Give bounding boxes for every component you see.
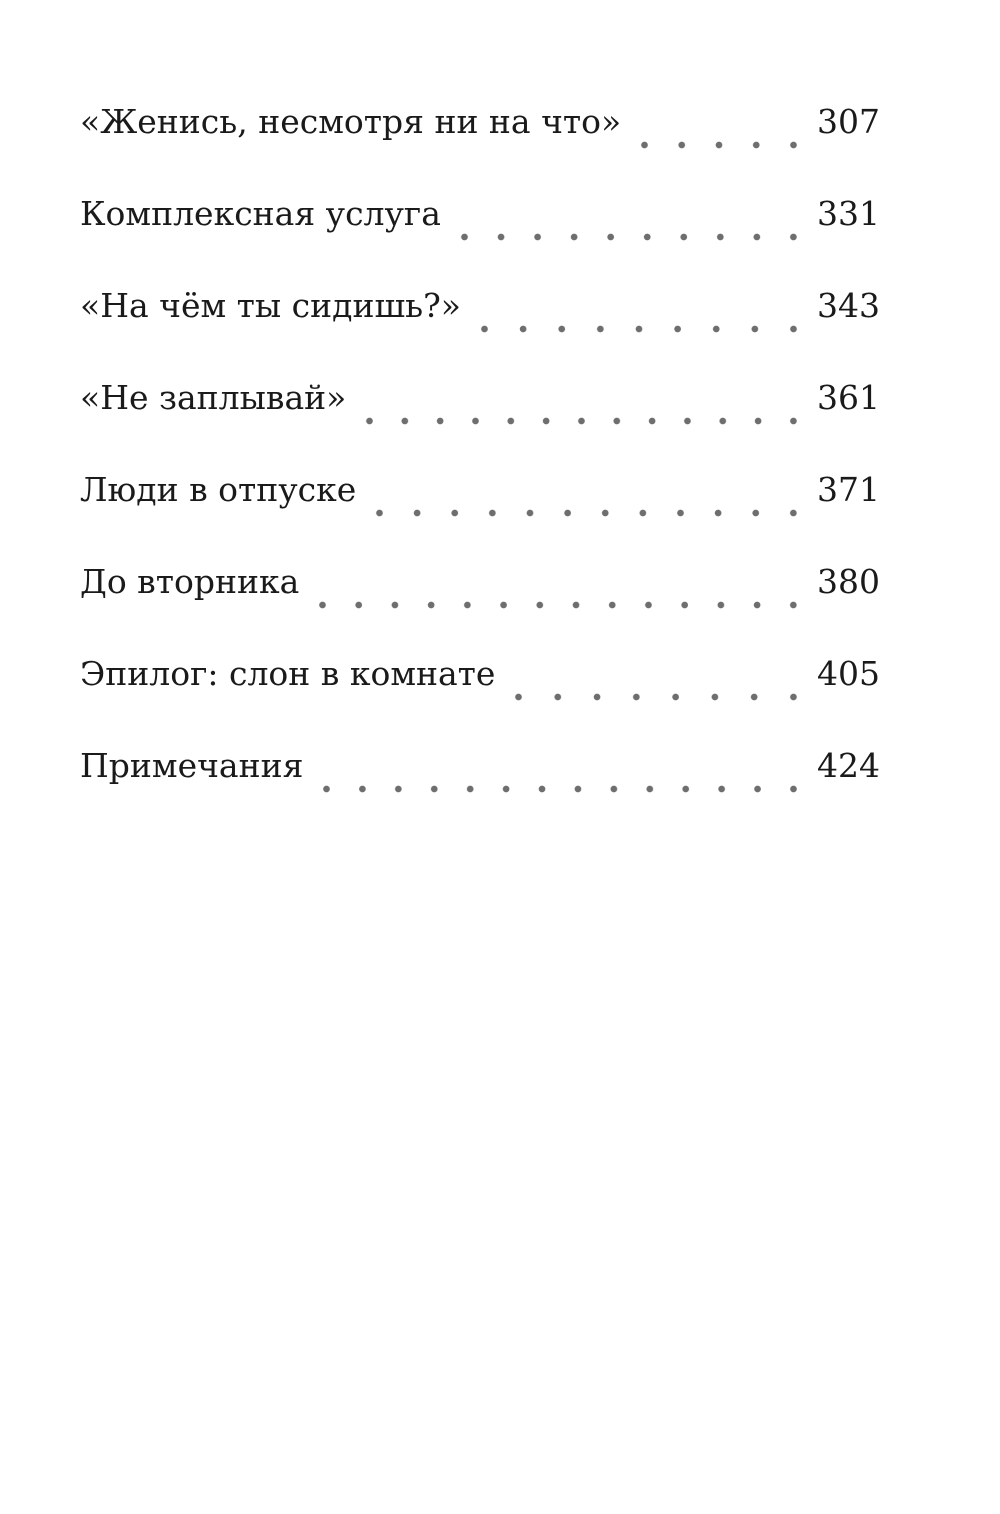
toc-entry-page-number: 307	[817, 102, 880, 141]
dot-leader	[362, 508, 811, 518]
toc-entry-page-number: 361	[817, 378, 880, 417]
table-of-contents	[80, 96, 880, 832]
toc-entry[interactable]	[80, 464, 880, 556]
toc-entry-title: Эпилог: слон в комнате	[80, 654, 496, 693]
toc-entry-title: До вторника	[80, 562, 300, 601]
toc-entry-page-number: 424	[817, 746, 880, 785]
toc-entry[interactable]	[80, 740, 880, 832]
toc-entry[interactable]	[80, 372, 880, 464]
toc-entry-page-number: 371	[817, 470, 880, 509]
toc-entry-page-number: 405	[817, 654, 880, 693]
toc-entry-title: Люди в отпуске	[80, 470, 357, 509]
toc-entry-title: Примечания	[80, 746, 304, 785]
toc-entry-page-number: 343	[817, 286, 880, 325]
dot-leader	[309, 784, 811, 794]
toc-entry-title: Комплексная услуга	[80, 194, 441, 233]
toc-entry[interactable]	[80, 556, 880, 648]
toc-entry[interactable]	[80, 648, 880, 740]
toc-entry-page-number: 380	[817, 562, 880, 601]
toc-entry[interactable]	[80, 280, 880, 372]
toc-entry[interactable]	[80, 188, 880, 280]
dot-leader	[352, 416, 811, 426]
dot-leader	[627, 140, 811, 150]
toc-entry-title: «На чём ты сидишь?»	[80, 286, 461, 325]
toc-entry-title: «Женись, несмотря ни на что»	[80, 102, 622, 141]
dot-leader	[501, 692, 811, 702]
dot-leader	[467, 324, 811, 334]
toc-entry-page-number: 331	[817, 194, 880, 233]
toc-entry-title: «Не заплывай»	[80, 378, 347, 417]
dot-leader	[305, 600, 811, 610]
toc-entry[interactable]	[80, 96, 880, 188]
dot-leader	[447, 232, 811, 242]
